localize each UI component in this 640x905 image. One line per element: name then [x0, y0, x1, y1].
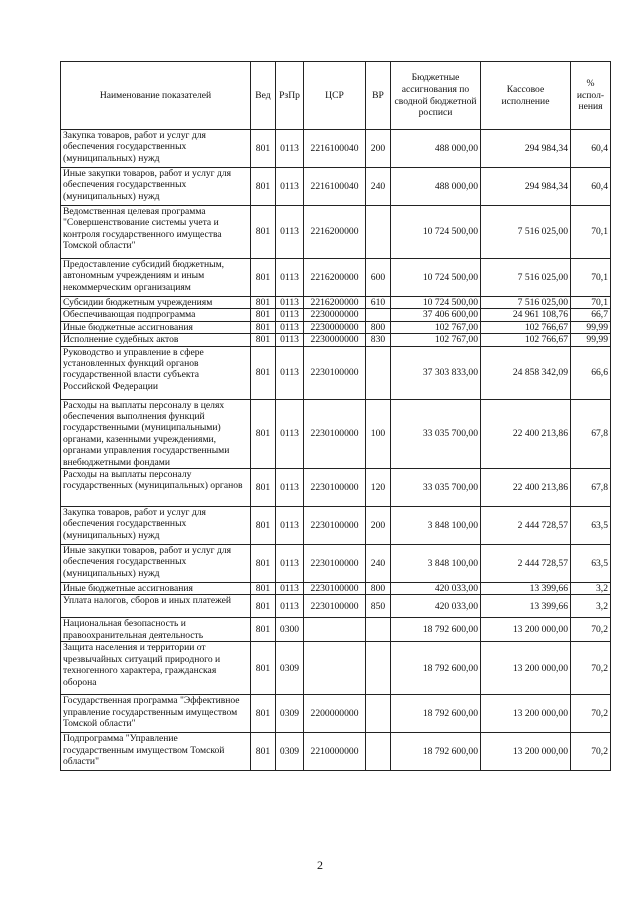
table-row — [61, 346, 611, 399]
row-csr-cell: 2210000000 — [304, 733, 366, 771]
row-vr-cell: 240 — [366, 168, 391, 206]
row-name-cell: Закупка товаров, работ и услуг для обеспечения государственных (муниципальных) нужд — [61, 130, 251, 168]
row-percent-cell: 67,8 — [571, 469, 611, 507]
row-percent-cell: 60,4 — [571, 130, 611, 168]
row-cash-cell: 22 400 213,86 — [481, 469, 571, 507]
table-row — [61, 309, 611, 321]
row-ved-cell: 801 — [251, 259, 276, 297]
table-row — [61, 130, 611, 168]
row-percent-cell: 3,2 — [571, 595, 611, 618]
row-rzpr-cell: 0113 — [276, 309, 304, 321]
row-percent-cell: 67,8 — [571, 399, 611, 468]
table-header-row — [61, 62, 611, 130]
row-rzpr-cell: 0113 — [276, 583, 304, 595]
row-cash-cell: 13 399,66 — [481, 595, 571, 618]
row-cash-cell: 13 200 000,00 — [481, 733, 571, 771]
row-ved-cell: 801 — [251, 642, 276, 695]
row-rzpr-cell: 0300 — [276, 618, 304, 642]
row-csr-cell: 2216200000 — [304, 297, 366, 309]
row-cash-cell: 13 200 000,00 — [481, 642, 571, 695]
row-budget-cell: 420 033,00 — [391, 583, 481, 595]
row-vr-cell: 120 — [366, 469, 391, 507]
row-csr-cell: 2216200000 — [304, 206, 366, 259]
row-rzpr-cell: 0309 — [276, 695, 304, 733]
row-cash-cell: 7 516 025,00 — [481, 259, 571, 297]
row-vr-cell — [366, 206, 391, 259]
row-percent-cell: 3,2 — [571, 583, 611, 595]
row-budget-cell: 488 000,00 — [391, 130, 481, 168]
row-csr-cell: 2230000000 — [304, 321, 366, 333]
row-budget-cell: 18 792 600,00 — [391, 695, 481, 733]
row-csr-cell: 2230100000 — [304, 469, 366, 507]
row-percent-cell: 70,2 — [571, 695, 611, 733]
row-ved-cell: 801 — [251, 130, 276, 168]
row-ved-cell: 801 — [251, 618, 276, 642]
row-csr-cell: 2230100000 — [304, 545, 366, 583]
row-vr-cell: 850 — [366, 595, 391, 618]
table-row — [61, 259, 611, 297]
row-budget-cell: 10 724 500,00 — [391, 297, 481, 309]
row-cash-cell: 7 516 025,00 — [481, 206, 571, 259]
row-vr-cell — [366, 733, 391, 771]
row-name-cell: Подпрограмма "Управление государственным имуществом Томской области" — [61, 733, 251, 771]
row-vr-cell — [366, 642, 391, 695]
row-percent-cell: 99,99 — [571, 321, 611, 333]
row-vr-cell: 600 — [366, 259, 391, 297]
table-row — [61, 733, 611, 771]
row-rzpr-cell: 0113 — [276, 399, 304, 468]
table-row — [61, 321, 611, 333]
row-csr-cell — [304, 618, 366, 642]
row-ved-cell: 801 — [251, 507, 276, 545]
row-percent-cell: 70,2 — [571, 733, 611, 771]
table-row — [61, 168, 611, 206]
row-name-cell: Расходы на выплаты персоналу государственных (муниципальных) органов — [61, 469, 251, 507]
row-vr-cell: 200 — [366, 507, 391, 545]
row-budget-cell: 3 848 100,00 — [391, 507, 481, 545]
row-name-cell: Расходы на выплаты персоналу в целях обеспечения выполнения функций государственными (муниципальными) органами, казенными учреждениями, органами управления государственными внебюджетными фондами — [61, 399, 251, 468]
header-name: Наименование показателей — [61, 62, 251, 130]
row-csr-cell: 2216100040 — [304, 130, 366, 168]
table-row — [61, 334, 611, 346]
table-row — [61, 399, 611, 468]
row-name-cell: Обеспечивающая подпрограмма — [61, 309, 251, 321]
row-budget-cell: 102 767,00 — [391, 334, 481, 346]
row-cash-cell: 24 961 108,76 — [481, 309, 571, 321]
row-vr-cell — [366, 618, 391, 642]
row-percent-cell: 70,2 — [571, 618, 611, 642]
row-percent-cell: 70,1 — [571, 206, 611, 259]
row-name-cell: Уплата налогов, сборов и иных платежей — [61, 595, 251, 618]
row-csr-cell: 2230100000 — [304, 583, 366, 595]
table-row — [61, 206, 611, 259]
table-row — [61, 507, 611, 545]
table-row — [61, 695, 611, 733]
row-csr-cell: 2230100000 — [304, 595, 366, 618]
row-budget-cell: 37 303 833,00 — [391, 346, 481, 399]
row-name-cell: Предоставление субсидий бюджетным, автономным учреждениям и иным некоммерческим организациям — [61, 259, 251, 297]
row-ved-cell: 801 — [251, 334, 276, 346]
row-csr-cell: 2216100040 — [304, 168, 366, 206]
row-percent-cell: 66,6 — [571, 346, 611, 399]
row-cash-cell: 102 766,67 — [481, 321, 571, 333]
row-vr-cell: 100 — [366, 399, 391, 468]
table-row — [61, 595, 611, 618]
header-cash: Кассовое исполнение — [481, 62, 571, 130]
row-cash-cell: 13 399,66 — [481, 583, 571, 595]
row-ved-cell: 801 — [251, 733, 276, 771]
row-vr-cell — [366, 309, 391, 321]
row-ved-cell: 801 — [251, 399, 276, 468]
row-ved-cell: 801 — [251, 695, 276, 733]
row-budget-cell: 10 724 500,00 — [391, 259, 481, 297]
row-percent-cell: 70,1 — [571, 259, 611, 297]
row-budget-cell: 18 792 600,00 — [391, 618, 481, 642]
row-name-cell: Иные закупки товаров, работ и услуг для обеспечения государственных (муниципальных) нужд — [61, 168, 251, 206]
row-cash-cell: 13 200 000,00 — [481, 695, 571, 733]
header-csr: ЦСР — [304, 62, 366, 130]
row-budget-cell: 18 792 600,00 — [391, 642, 481, 695]
row-budget-cell: 18 792 600,00 — [391, 733, 481, 771]
row-rzpr-cell: 0113 — [276, 595, 304, 618]
row-ved-cell: 801 — [251, 469, 276, 507]
row-cash-cell: 294 984,34 — [481, 168, 571, 206]
row-percent-cell: 63,5 — [571, 545, 611, 583]
table-row — [61, 297, 611, 309]
row-vr-cell: 610 — [366, 297, 391, 309]
row-vr-cell: 800 — [366, 321, 391, 333]
row-rzpr-cell: 0113 — [276, 297, 304, 309]
row-vr-cell: 830 — [366, 334, 391, 346]
row-rzpr-cell: 0113 — [276, 168, 304, 206]
row-percent-cell: 63,5 — [571, 507, 611, 545]
row-budget-cell: 37 406 600,00 — [391, 309, 481, 321]
row-rzpr-cell: 0113 — [276, 259, 304, 297]
row-cash-cell: 294 984,34 — [481, 130, 571, 168]
row-name-cell: Исполнение судебных актов — [61, 334, 251, 346]
row-cash-cell: 22 400 213,86 — [481, 399, 571, 468]
row-csr-cell: 2230000000 — [304, 309, 366, 321]
header-vr: ВР — [366, 62, 391, 130]
row-name-cell: Субсидии бюджетным учреждениям — [61, 297, 251, 309]
row-rzpr-cell: 0113 — [276, 321, 304, 333]
row-rzpr-cell: 0113 — [276, 545, 304, 583]
row-ved-cell: 801 — [251, 321, 276, 333]
row-percent-cell: 60,4 — [571, 168, 611, 206]
row-csr-cell: 2230100000 — [304, 346, 366, 399]
row-budget-cell: 33 035 700,00 — [391, 399, 481, 468]
row-ved-cell: 801 — [251, 206, 276, 259]
row-rzpr-cell: 0113 — [276, 206, 304, 259]
row-budget-cell: 102 767,00 — [391, 321, 481, 333]
row-ved-cell: 801 — [251, 168, 276, 206]
row-rzpr-cell: 0309 — [276, 733, 304, 771]
row-ved-cell: 801 — [251, 346, 276, 399]
row-name-cell: Иные закупки товаров, работ и услуг для обеспечения государственных (муниципальных) нужд — [61, 545, 251, 583]
row-budget-cell: 420 033,00 — [391, 595, 481, 618]
row-csr-cell: 2216200000 — [304, 259, 366, 297]
row-rzpr-cell: 0113 — [276, 469, 304, 507]
row-rzpr-cell: 0113 — [276, 507, 304, 545]
header-rzpr: РзПр — [276, 62, 304, 130]
row-cash-cell: 102 766,67 — [481, 334, 571, 346]
row-vr-cell: 200 — [366, 130, 391, 168]
row-cash-cell: 24 858 342,09 — [481, 346, 571, 399]
row-name-cell: Ведомственная целевая программа "Совершенствование системы учета и контроля государственного имущества Томской области" — [61, 206, 251, 259]
budget-execution-table — [60, 61, 611, 771]
table-row — [61, 642, 611, 695]
row-cash-cell: 13 200 000,00 — [481, 618, 571, 642]
row-ved-cell: 801 — [251, 309, 276, 321]
row-ved-cell: 801 — [251, 583, 276, 595]
row-budget-cell: 3 848 100,00 — [391, 545, 481, 583]
row-name-cell: Иные бюджетные ассигнования — [61, 321, 251, 333]
row-ved-cell: 801 — [251, 297, 276, 309]
row-csr-cell — [304, 642, 366, 695]
row-ved-cell: 801 — [251, 545, 276, 583]
row-rzpr-cell: 0113 — [276, 334, 304, 346]
row-percent-cell: 66,7 — [571, 309, 611, 321]
table-row — [61, 583, 611, 595]
row-vr-cell — [366, 346, 391, 399]
row-vr-cell: 800 — [366, 583, 391, 595]
row-budget-cell: 10 724 500,00 — [391, 206, 481, 259]
row-vr-cell — [366, 695, 391, 733]
row-csr-cell: 2230000000 — [304, 334, 366, 346]
row-name-cell: Иные бюджетные ассигнования — [61, 583, 251, 595]
row-budget-cell: 33 035 700,00 — [391, 469, 481, 507]
row-ved-cell: 801 — [251, 595, 276, 618]
row-percent-cell: 70,2 — [571, 642, 611, 695]
header-ved: Вед — [251, 62, 276, 130]
row-cash-cell: 2 444 728,57 — [481, 545, 571, 583]
row-csr-cell: 2230100000 — [304, 507, 366, 545]
header-percent: % испол-нения — [571, 62, 611, 130]
row-budget-cell: 488 000,00 — [391, 168, 481, 206]
row-name-cell: Национальная безопасность и правоохранительная деятельность — [61, 618, 251, 642]
table-row — [61, 545, 611, 583]
row-percent-cell: 99,99 — [571, 334, 611, 346]
row-cash-cell: 2 444 728,57 — [481, 507, 571, 545]
table-row — [61, 469, 611, 507]
row-name-cell: Руководство и управление в сфере установленных функций органов государственной власти субъекта Российской Федерации — [61, 346, 251, 399]
row-rzpr-cell: 0113 — [276, 130, 304, 168]
row-cash-cell: 7 516 025,00 — [481, 297, 571, 309]
header-budget: Бюджетные ассигнования по сводной бюджетной росписи — [391, 62, 481, 130]
page-number: 2 — [317, 858, 323, 872]
table-row — [61, 618, 611, 642]
row-rzpr-cell: 0309 — [276, 642, 304, 695]
row-rzpr-cell: 0113 — [276, 346, 304, 399]
row-vr-cell: 240 — [366, 545, 391, 583]
row-name-cell: Закупка товаров, работ и услуг для обеспечения государственных (муниципальных) нужд — [61, 507, 251, 545]
row-name-cell: Защита населения и территории от чрезвычайных ситуаций природного и техногенного характера, гражданская оборона — [61, 642, 251, 695]
row-percent-cell: 70,1 — [571, 297, 611, 309]
row-name-cell: Государственная программа "Эффективное управление государственным имуществом Томской области" — [61, 695, 251, 733]
table-body — [61, 130, 611, 771]
row-csr-cell: 2200000000 — [304, 695, 366, 733]
row-csr-cell: 2230100000 — [304, 399, 366, 468]
